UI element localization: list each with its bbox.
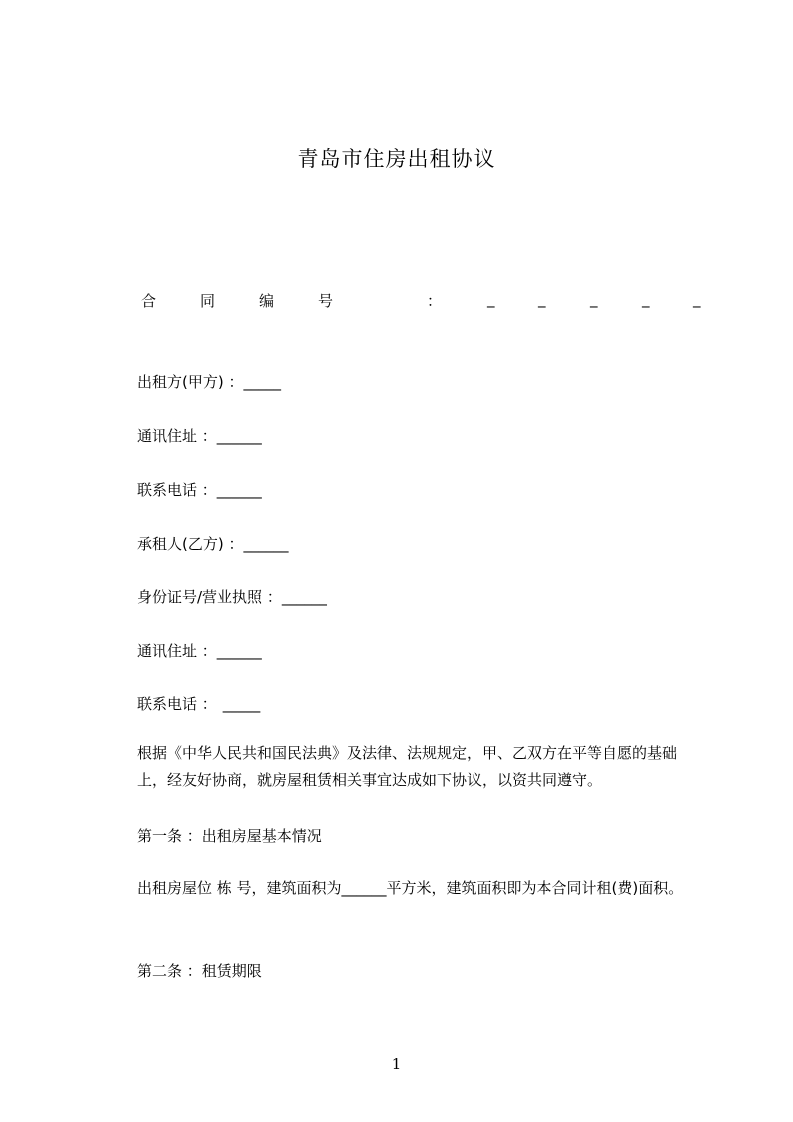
field-lessee-id (137, 586, 327, 607)
field-blank: ______ (281, 588, 327, 606)
field-label: 承租人(乙方) ： (137, 535, 244, 553)
field-blank: ______ (243, 535, 289, 553)
intro-paragraph: 根据《中华人民共和国民法典》及法律、法规规定，甲、乙双方在平等自愿的基础上，经友好协商，就房屋租赁相关事宜达成如下协议，以资共同遵守。 (137, 744, 678, 789)
contract-number-blank: _ (538, 290, 546, 308)
contract-number-blank: _ (642, 290, 650, 308)
field-lessor (137, 371, 281, 392)
contract-number-row (137, 290, 703, 312)
field-blank: _____ (243, 373, 281, 391)
field-lessee (137, 533, 288, 554)
field-label: 通讯住址 ： (137, 427, 217, 445)
contract-number-blank: _ (487, 290, 495, 308)
field-blank: ______ (216, 642, 262, 660)
article-2-heading: 第二条 ：租赁期限 (137, 962, 262, 980)
field-blank: _____ (222, 695, 261, 713)
field-lessor-phone (137, 479, 262, 500)
field-label: 通讯住址 ： (137, 642, 217, 660)
contract-number-char: 合 (141, 292, 157, 310)
page-title: 青岛市住房出租协议 (297, 147, 496, 171)
contract-number-blank: _ (693, 290, 701, 308)
field-lessee-phone (137, 693, 260, 714)
contract-number-char: 编 (259, 292, 275, 310)
field-blank: ______ (216, 481, 262, 499)
field-blank: ______ (216, 427, 262, 445)
contract-number-char: 同 (200, 292, 216, 310)
article-1-text: 出租房屋位 栋 号，建筑面积为______平方米，建筑面积即为本合同计租(费)面积。 (137, 879, 684, 897)
contract-number-colon: ： (427, 292, 443, 310)
field-label: 出租方(甲方) ： (137, 373, 244, 391)
contract-number-blank: _ (590, 290, 598, 308)
page-number: 1 (391, 1055, 402, 1073)
field-label: 联系电话 ： (137, 695, 217, 713)
field-label: 身份证号/营业执照 ： (137, 588, 282, 606)
contract-number-char: 号 (318, 292, 334, 310)
field-lessor-address (137, 425, 262, 446)
field-lessee-address (137, 640, 262, 661)
article-1-heading: 第一条 ：出租房屋基本情况 (137, 827, 322, 845)
field-label: 联系电话 ： (137, 481, 217, 499)
